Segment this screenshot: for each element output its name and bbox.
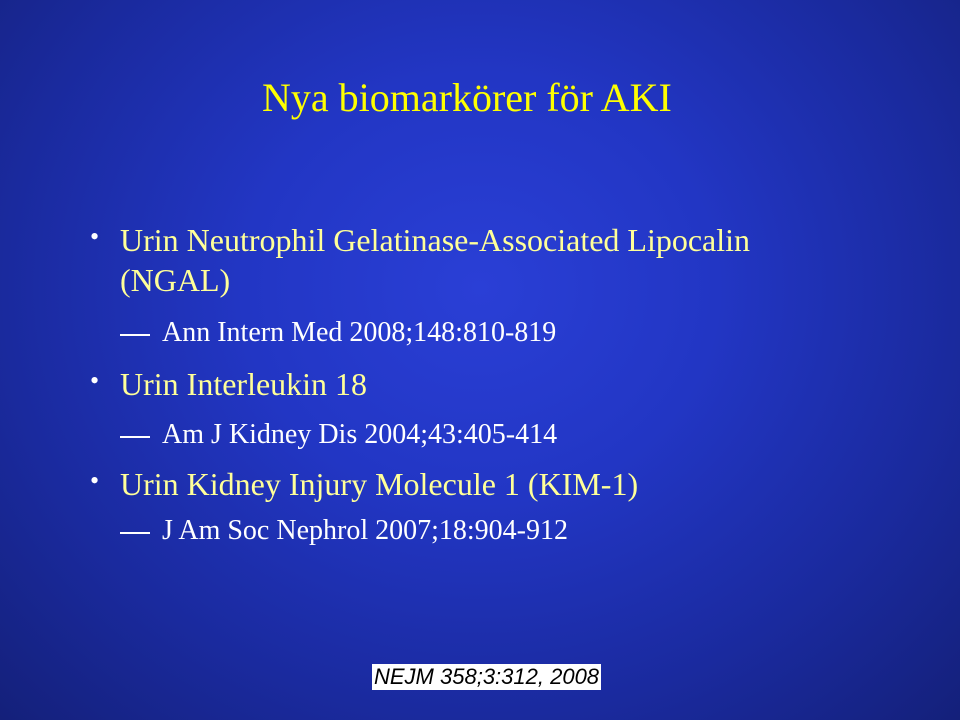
bullet-item-ngal xyxy=(90,222,751,259)
sub-item-text: J Am Soc Nephrol 2007;18:904-912 xyxy=(162,515,568,546)
bullet-dot-icon: • xyxy=(90,366,100,395)
dash-icon xyxy=(120,334,150,336)
dash-icon xyxy=(120,532,150,534)
bullet-item-il18 xyxy=(90,366,368,403)
dash-icon xyxy=(120,436,150,438)
bullet-text: Urin Kidney Injury Molecule 1 (KIM-1) xyxy=(120,466,639,502)
slide-title: Nya biomarkörer för AKI xyxy=(262,75,672,120)
bullet-dot-icon: • xyxy=(90,466,100,495)
bullet-dot-icon: • xyxy=(90,222,100,251)
sub-item-text: Am J Kidney Dis 2004;43:405-414 xyxy=(162,419,558,450)
sub-item-kim1-ref xyxy=(162,516,568,547)
sub-item-il18-ref xyxy=(162,420,557,451)
bullet-item-kim1 xyxy=(90,466,639,503)
sub-item-text: Ann Intern Med 2008;148:810-819 xyxy=(162,317,557,348)
bullet-text: (NGAL) xyxy=(120,262,231,298)
bullet-text: Urin Interleukin 18 xyxy=(120,366,368,402)
sub-item-ngal-ref xyxy=(162,318,556,349)
bullet-item-ngal-continued xyxy=(120,262,230,299)
footer-citation: NEJM 358;3:312, 2008 xyxy=(374,664,600,689)
bullet-text: Urin Neutrophil Gelatinase-Associated Lipocalin xyxy=(120,222,751,258)
